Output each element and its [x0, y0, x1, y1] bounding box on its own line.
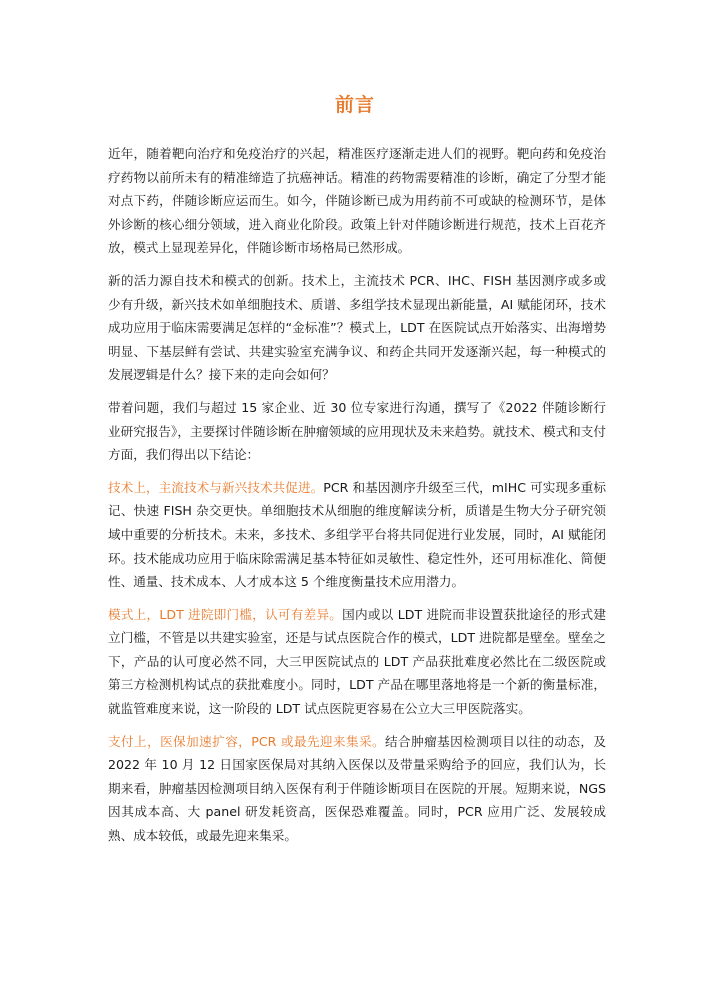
paragraph-model: [108, 603, 606, 721]
paragraph-innovation: [108, 269, 606, 387]
paragraph-text: 带着问题，我们与超过 15 家企业、近 30 位专家进行沟通，撰写了《2022 伴随诊断行业研究报告》，主要探讨伴随诊断在肿瘤领域的应用现状及未来趋势。就技术、模式和支付方面，我们得出以下结论：: [108, 399, 606, 463]
paragraph-text: 新的活力源自技术和模式的创新。技术上，主流技术 PCR、IHC、FISH 基因测序或多或少有升级，新兴技术如单细胞技术、质谱、多组学技术显现出新能量，AI 赋能闭环，技术成功应用于临床需要满足怎样的“金标准”？模式上，LDT 在医院试点开始落实、出海增势明显、下基层鲜有尝试、共建实验室充满争议、和药企共同开发逐渐兴起，每一种模式的发展逻辑是什么？接下来的走向会如何？: [108, 272, 606, 383]
body-text: [108, 142, 606, 857]
paragraph-text: 国内或以 LDT 进院而非设置获批途径的形式建立门槛，不管是以共建实验室，还是与试点医院合作的模式，LDT 进院都是壁垒。壁垒之下，产品的认可度必然不同，大三甲医院试点的 LDT 产品获批难度必然比在二级医院或第三方检测机构试点的获批难度小。同时，LDT 产品在哪里落地将是一个新的衡量标准，就监管难度来说，这一阶段的 LDT 试点医院更容易在公立大三甲医院落实。: [108, 606, 606, 717]
highlight-heading: 技术上，主流技术与新兴技术共促进。: [108, 479, 324, 495]
paragraph-text: 近年，随着靶向治疗和免疫治疗的兴起，精准医疗逐渐走进人们的视野。靶向药和免疫治疗药物以前所未有的精准缔造了抗癌神话。精准的药物需要精准的诊断，确定了分型才能对点下药，伴随诊断应运而生。如今，伴随诊断已成为用药前不可或缺的检测环节，是体外诊断的核心细分领域，进入商业化阶段。政策上针对伴随诊断进行规范，技术上百花齐放，模式上显现差异化，伴随诊断市场格局已然形成。: [108, 146, 606, 256]
paragraph-text: PCR 和基因测序升级至三代，mIHC 可实现多重标记、快速 FISH 杂交更快。单细胞技术从细胞的维度解读分析，质谱是生物大分子研究领域中重要的分析技术。未来，多技术、多组学平台将共同促进行业发展，同时，AI 赋能闭环。技术能成功应用于临床除需满足基本特征如灵敏性、稳定性外，还可用标准化、简便性、通量、技术成本、人才成本这 5 个维度衡量技术应用潜力。: [108, 479, 607, 590]
paragraph-text: 结合肿瘤基因检测项目以往的动态，及 2022 年 10 月 12 日国家医保局对其纳入医保以及带量采购给予的回应，我们认为，长期来看，肿瘤基因检测项目纳入医保有利于伴随诊断项目在医院的开展。短期来说，NGS 因其成本高、大 panel 研发耗资高，医保恐难覆盖。同时，PCR 应用广泛、发展较成熟、成本较低，或最先迎来集采。: [108, 733, 606, 844]
page-title: 前言: [334, 94, 375, 116]
paragraph-payment: [108, 730, 606, 848]
highlight-heading: 模式上，LDT 进院即门槛，认可有差异。: [108, 606, 343, 622]
paragraph-intro: [108, 142, 606, 260]
paragraph-technology: [108, 476, 606, 594]
highlight-heading: 支付上，医保加速扩容，PCR 或最先迎来集采。: [108, 733, 386, 749]
paragraph-research: [108, 396, 606, 467]
